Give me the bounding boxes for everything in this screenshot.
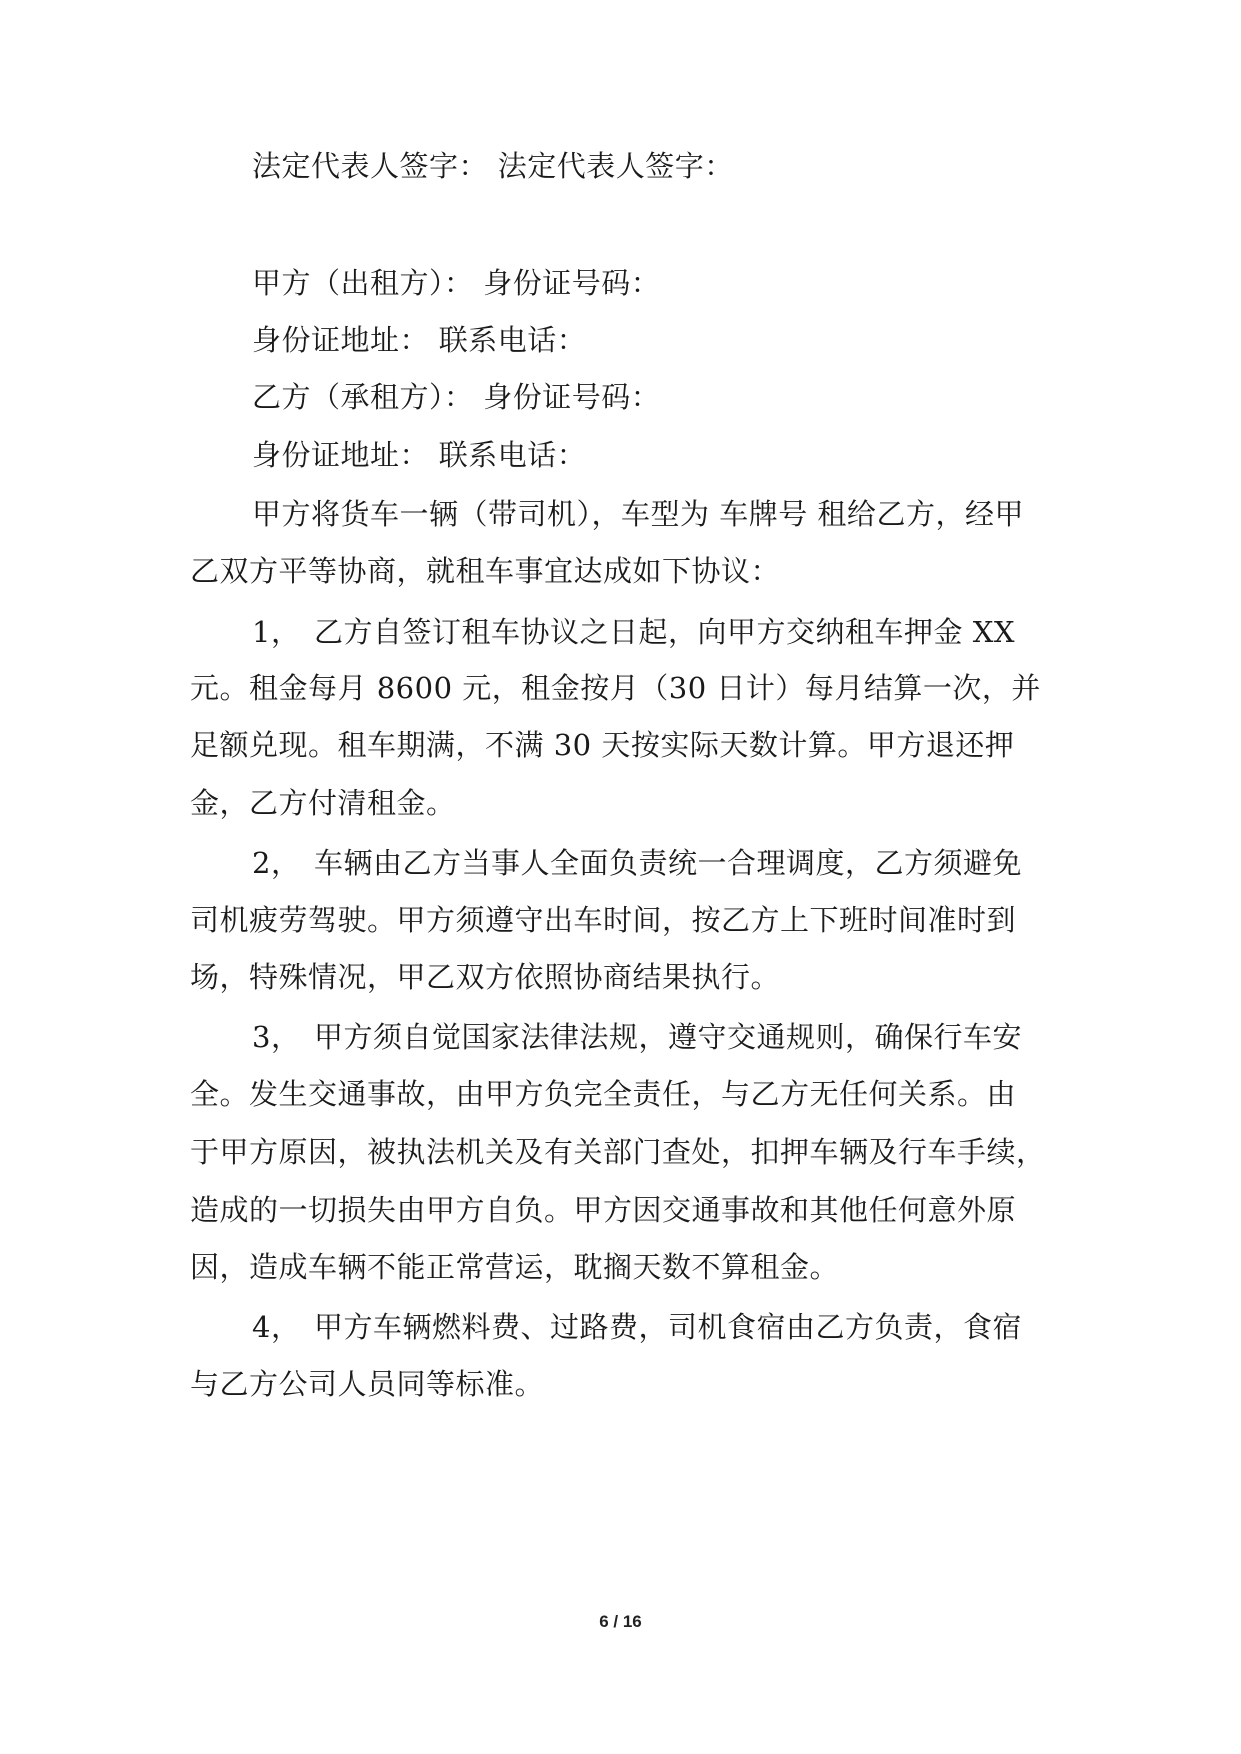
clause-text: 甲方须自觉国家法律法规，遵守交通规则，确保行车安: [314, 1020, 1023, 1054]
clause-3-first-line: [252, 1017, 1122, 1057]
clause-2-line: 场，特殊情况，甲乙双方依照协商结果执行。: [190, 960, 781, 994]
party-b-contact-line: 身份证地址： 联系电话：: [252, 438, 587, 472]
clause-1-line: 元。租金每月 8600 元，租金按月（30 日计）每月结算一次，并: [190, 671, 1041, 705]
clause-2-first-line: [252, 843, 1122, 883]
clause-3-line: 全。发生交通事故，由甲方负完全责任，与乙方无任何关系。由: [190, 1077, 1017, 1111]
clause-text: 乙方自签订租车协议之日起，向甲方交纳租车押金 XX: [314, 615, 1016, 649]
clause-number: 4，: [252, 1310, 301, 1344]
clause-1-first-line: [252, 612, 1122, 652]
clause-text: 甲方车辆燃料费、过路费，司机食宿由乙方负责，食宿: [314, 1310, 1023, 1344]
party-a-contact-line: 身份证地址： 联系电话：: [252, 323, 587, 357]
page-number: 6 / 16: [599, 1612, 642, 1631]
clause-4-first-line: [252, 1307, 1122, 1347]
clause-3-line: 于甲方原因，被执法机关及有关部门查处，扣押车辆及行车手续，: [190, 1135, 1046, 1169]
clause-2-line: 司机疲劳驾驶。甲方须遵守出车时间，按乙方上下班时间准时到: [190, 903, 1017, 937]
clause-1-line: 足额兑现。租车期满，不满 30 天按实际天数计算。甲方退还押: [190, 728, 1015, 762]
party-a-line: 甲方（出租方）： 身份证号码：: [252, 266, 661, 300]
clause-3-line: 造成的一切损失由甲方自负。甲方因交通事故和其他任何意外原: [190, 1193, 1017, 1227]
intro-paragraph-line: 甲方将货车一辆（带司机），车型为 车牌号 租给乙方，经甲: [252, 497, 1024, 531]
clause-1-line: 金，乙方付清租金。: [190, 786, 456, 820]
clause-text: 车辆由乙方当事人全面负责统一合理调度，乙方须避免: [314, 846, 1023, 880]
clause-3-line: 因，造成车辆不能正常营运，耽搁天数不算租金。: [190, 1250, 840, 1284]
clause-number: 1，: [252, 615, 301, 649]
clause-number: 3，: [252, 1020, 301, 1054]
signature-line: 法定代表人签字： 法定代表人签字：: [252, 149, 734, 183]
intro-paragraph-line: 乙双方平等协商，就租车事宜达成如下协议：: [190, 554, 781, 588]
clause-number: 2，: [252, 846, 301, 880]
party-b-line: 乙方（承租方）： 身份证号码：: [252, 380, 661, 414]
clause-4-line: 与乙方公司人员同等标准。: [190, 1367, 545, 1401]
